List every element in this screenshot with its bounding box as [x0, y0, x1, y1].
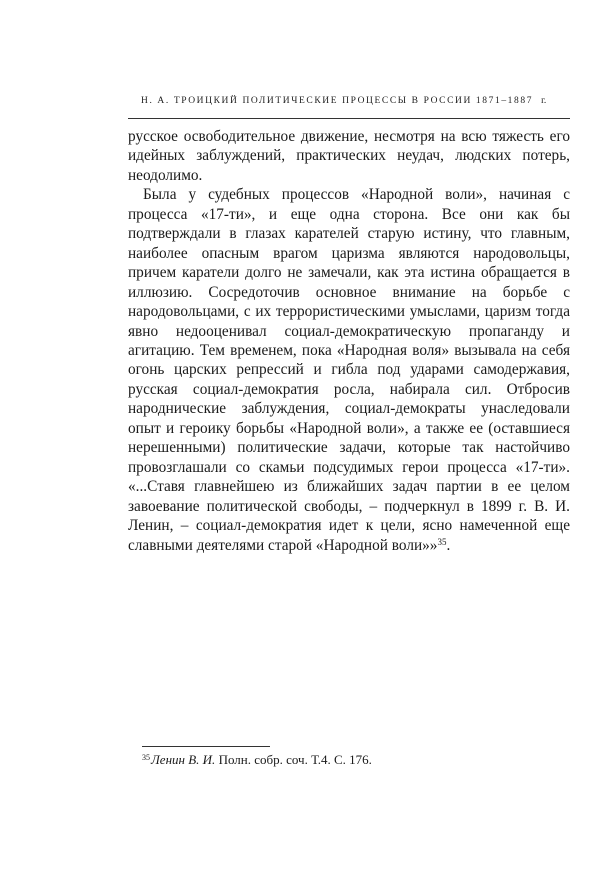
footnote-number: 35 — [142, 753, 150, 762]
paragraph-continuation: русское освободительное движение, несмотря на всю тяжесть его идейных заблуждений, практических неудач, людских потерь, неодолимо. — [128, 128, 570, 184]
running-head — [141, 96, 561, 106]
footnote-rule — [142, 746, 270, 747]
footnote — [142, 752, 542, 768]
running-head-page: г. — [541, 96, 547, 106]
paragraph-main: Была у судебных процессов «Народной воли», начиная с процесса «17-ти», и еще одна сторона. Все они как бы подтверждали в глазах карателей старую истину, что главным, наиболее опасным врагом царизма являются народовольцы, причем каратели долго не замечали, как эта истина обращается в иллюзию. Сосредоточив основное внимание на борьбе с народовольцами, с их террористическими умыслами, царизм тогда явно недооценивал социал-демократическую пропаганду и агитацию. Тем временем, пока «Народная воля» вызывала на себя огонь царских репрессий и гибла под ударами самодержавия, русская социал-демократия росла, набирала сил. Отбросив народнические заблуждения, социал-демократы унаследовали опыт и героику борьбы «Народной воли», а также ее (оставшиеся нерешенными) политические задачи, которые так настойчиво провозглашали со скамьи подсудимых герои процесса «17-ти». «...Ставя главнейшею из ближайших задач партии в ее целом завоевание политической свободы, – подчеркнул в 1899 г. В. И. Ленин, – социал-демократия идет к цели, ясно намеченной еще славными деятелями старой «Народной воли»»$^{35}$. — [128, 186, 570, 554]
running-head-title: Н. А. ТРОИЦКИЙ ПОЛИТИЧЕСКИЕ ПРОЦЕССЫ В РОССИИ 1871–1887 — [141, 96, 534, 106]
footnote-reference: 35 — [437, 536, 447, 547]
main-text — [128, 127, 570, 555]
footnote-author: Ленин В. И. — [151, 752, 216, 767]
header-rule — [128, 118, 570, 119]
paragraph-main-text: Была у судебных процессов «Народной воли», начиная с процесса «17-ти», и еще одна сторона. Все они как бы подтверждали в глазах карателей старую истину, что главным, наиболее опасным врагом царизма являются народовольцы, причем каратели долго не замечали, как эта истина обращается в иллюзию. Сосредоточив основное внимание на борьбе с народовольцами, с их террористическими умыслами, царизм тогда явно недооценивал социал-демократическую пропаганду и агитацию. Тем временем, пока «Народная воля» вызывала на себя огонь царских репрессий и гибла под ударами самодержавия, русская социал-демократия росла, набирала сил. Отбросив народнические заблуждения, социал-демократы унаследовали опыт и героику борьбы «Народной воли», а также ее (оставшиеся нерешенными) политические задачи, которые так настойчиво провозглашали со скамьи подсудимых герои процесса «17-ти». «...Ставя главнейшею из ближайших задач партии в ее целом завоевание политической свободы, – подчеркнул в 1899 г. В. И. Ленин, – социал-демократия идет к цели, ясно намеченной еще славными деятелями старой «Народной воли»» — [128, 186, 570, 554]
footnote-citation: Полн. собр. соч. Т.4. С. 176. — [215, 752, 372, 767]
